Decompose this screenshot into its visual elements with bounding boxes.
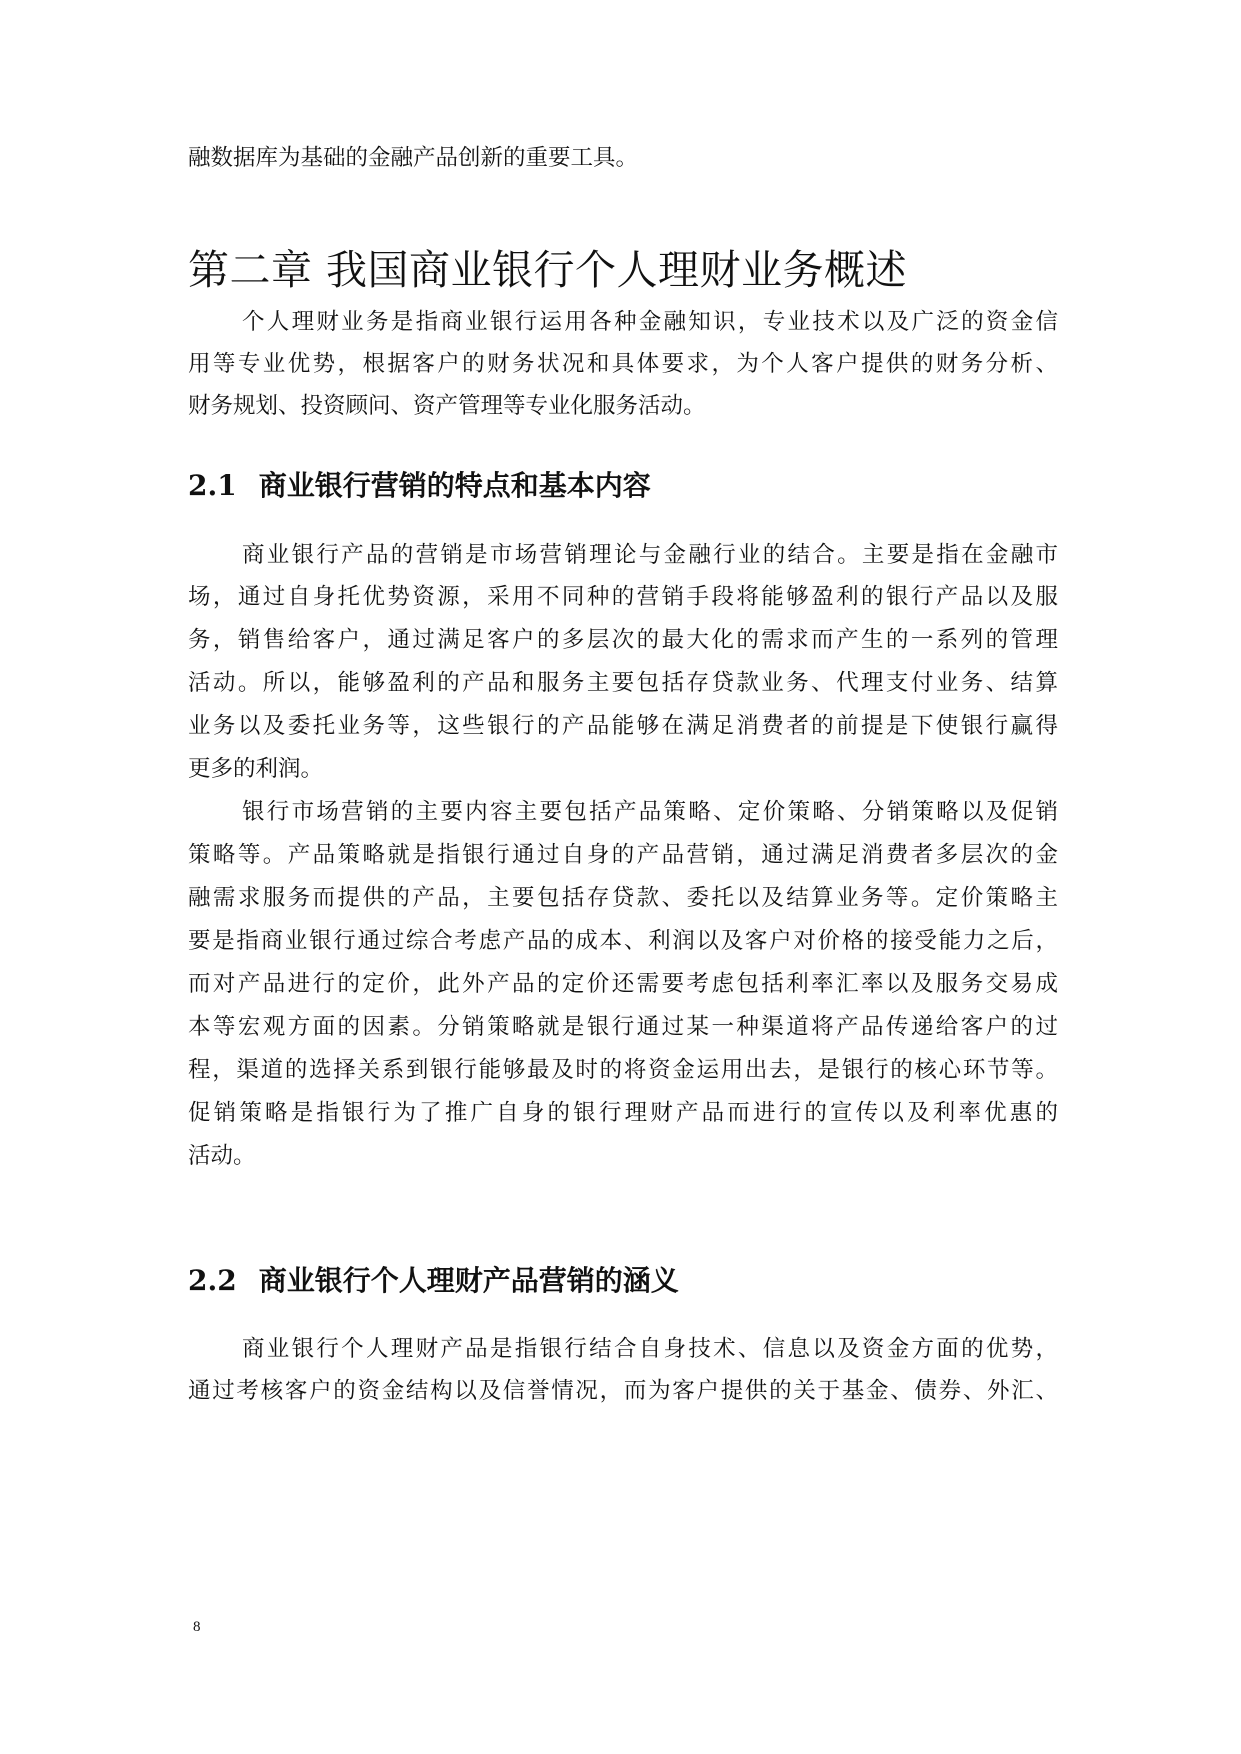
paragraph-line: 融需求服务而提供的产品，主要包括存贷款、委托以及结算业务等。定价策略主 <box>188 885 1058 911</box>
paragraph-line: 促销策略是指银行为了推广自身的银行理财产品而进行的宣传以及利率优惠的 <box>188 1100 1058 1126</box>
section-heading-2-2 <box>188 1261 679 1301</box>
section-number: 2.1 <box>188 469 237 502</box>
paragraph-line: 策略等。产品策略就是指银行通过自身的产品营销，通过满足消费者多层次的金 <box>188 842 1058 868</box>
paragraph-line: 要是指商业银行通过综合考虑产品的成本、利润以及客户对价格的接受能力之后， <box>188 928 1058 954</box>
paragraph-line: 商业银行产品的营销是市场营销理论与金融行业的结合。主要是指在金融市 <box>242 542 1058 568</box>
paragraph-line: 程，渠道的选择关系到银行能够最及时的将资金运用出去，是银行的核心环节等。 <box>188 1057 1058 1083</box>
section-title: 商业银行营销的特点和基本内容 <box>258 469 651 502</box>
paragraph-line: 银行市场营销的主要内容主要包括产品策略、定价策略、分销策略以及促销 <box>242 799 1058 825</box>
paragraph-line: 更多的利润。 <box>188 756 324 782</box>
page-number: 8 <box>193 1619 201 1635</box>
paragraph-line: 活动。所以，能够盈利的产品和服务主要包括存贷款业务、代理支付业务、结算 <box>188 670 1058 696</box>
paragraph-line: 活动。 <box>188 1143 256 1169</box>
paragraph-line: 商业银行个人理财产品是指银行结合自身技术、信息以及资金方面的优势， <box>242 1336 1058 1362</box>
chapter-title: 第二章 我国商业银行个人理财业务概述 <box>188 246 908 294</box>
paragraph-line: 场，通过自身托优势资源，采用不同种的营销手段将能够盈利的银行产品以及服 <box>188 584 1058 610</box>
paragraph-line: 业务以及委托业务等，这些银行的产品能够在满足消费者的前提是下使银行赢得 <box>188 713 1058 739</box>
section-number: 2.2 <box>188 1264 237 1297</box>
paragraph-line: 通过考核客户的资金结构以及信誉情况，而为客户提供的关于基金、债券、外汇、 <box>188 1378 1058 1404</box>
paragraph-line: 用等专业优势，根据客户的财务状况和具体要求，为个人客户提供的财务分析、 <box>188 351 1058 377</box>
paragraph-line: 本等宏观方面的因素。分销策略就是银行通过某一种渠道将产品传递给客户的过 <box>188 1014 1058 1040</box>
paragraph-line: 务，销售给客户，通过满足客户的多层次的最大化的需求而产生的一系列的管理 <box>188 627 1058 653</box>
paragraph-line: 而对产品进行的定价，此外产品的定价还需要考虑包括利率汇率以及服务交易成 <box>188 971 1058 997</box>
paragraph-line: 融数据库为基础的金融产品创新的重要工具。 <box>188 145 639 171</box>
section-heading-2-1 <box>188 466 651 506</box>
paragraph-line: 个人理财业务是指商业银行运用各种金融知识，专业技术以及广泛的资金信 <box>242 309 1058 335</box>
section-title: 商业银行个人理财产品营销的涵义 <box>258 1264 679 1297</box>
paragraph-line: 财务规划、投资顾问、资产管理等专业化服务活动。 <box>188 393 706 419</box>
